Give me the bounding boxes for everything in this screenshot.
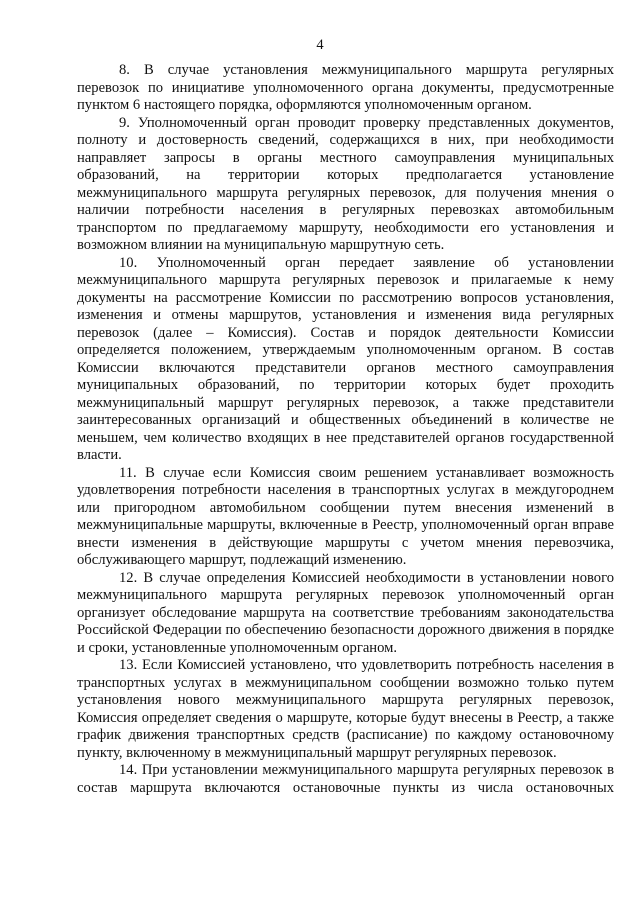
paragraph-9: 9. Уполномоченный орган проводит проверку представленных документов, полноту и достоверность сведений, содержащихся в них, при необходимости направляет запросы в органы местного самоуправления муниципальных образований, на территории которых предполагается установление межмуниципального маршрута регулярных перевозок, для получения мнения о наличии потребности населения в регулярных перевозках автомобильным транспортом по предлагаемому маршруту, необходимости его установления и возможном влиянии на муниципальную маршрутную сеть. [77, 114, 614, 253]
page-number: 4 [316, 37, 324, 53]
paragraph-14: 14. При установлении межмуниципального маршрута регулярных перевозок в состав маршрута включаются остановочные пункты из числа остановочных [77, 762, 614, 796]
paragraph-10: 10. Уполномоченный орган передает заявление об установлении межмуниципального маршрута регулярных перевозок и прилагаемые к нему документы на рассмотрение Комиссии по рассмотрению вопросов установления, изменения и отмены маршрутов, установления и изменения вида регулярных перевозок (далее – Комиссия). Состав и порядок деятельности Комиссии определяется положением, утверждаемым уполномоченным органом. В состав Комиссии включаются представители органов местного самоуправления муниципальных образований, по территории которых будет проходить межмуниципальный маршрут регулярных перевозок, а также представители заинтересованных организаций и общественных объединений в количестве не меньшем, чем количество входящих в нее представителей органов государственной власти. [77, 254, 614, 463]
paragraph-8: 8. В случае установления межмуниципального маршрута регулярных перевозок по инициативе уполномоченного органа документы, предусмотренные пунктом 6 настоящего порядка, оформляются уполномоченным органом. [77, 62, 614, 113]
paragraph-13: 13. Если Комиссией установлено, что удовлетворить потребность населения в транспортных услугах в межмуниципальном сообщении возможно только путем установления нового межмуниципального маршрута регулярных перевозок, Комиссия определяет сведения о маршруте, которые будут внесены в Реестр, а также график движения транспортных средств (расписание) по каждому остановочному пункту, включенному в межмуниципальный маршрут регулярных перевозок. [77, 657, 614, 761]
paragraph-12: 12. В случае определения Комиссией необходимости в установлении нового межмуниципального маршрута регулярных перевозок уполномоченный орган организует обследование маршрута на соответствие требованиям законодательства Российской Федерации по обеспечению безопасности дорожного движения в порядке и сроки, установленные уполномоченным органом. [77, 569, 614, 656]
document-body [77, 62, 614, 797]
paragraph-11: 11. В случае если Комиссия своим решением устанавливает возможность удовлетворения потребности населения в транспортных услугах в междугороднем или пригородном автомобильном сообщении путем внесения изменений в межмуниципальные маршруты, включенные в Реестр, уполномоченный орган вправе внести изменения в действующие маршруты с учетом мнения перевозчика, обслуживающего маршрут, подлежащий изменению. [77, 464, 614, 568]
